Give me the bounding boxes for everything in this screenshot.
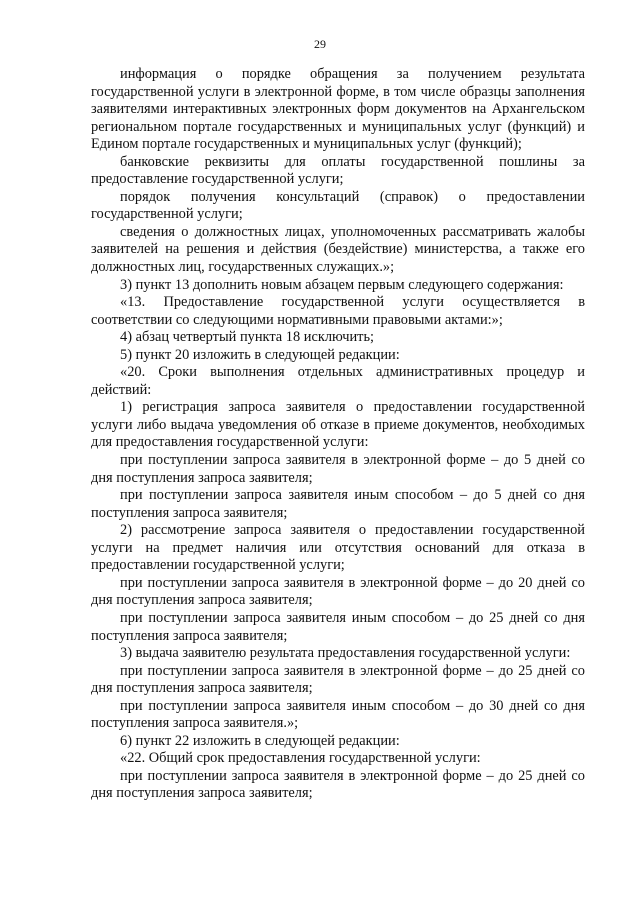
paragraph: банковские реквизиты для оплаты государственной пошлины за предоставление государственной услуги;	[91, 153, 585, 188]
paragraph: при поступлении запроса заявителя в электронной форме – до 25 дней со дня поступления запроса заявителя;	[91, 767, 585, 802]
paragraph: 1) регистрация запроса заявителя о предоставлении государственной услуги либо выдача уведомления об отказе в приеме документов, необходимых для предоставления государственной услуги:	[91, 399, 585, 451]
paragraph: при поступлении запроса заявителя в электронной форме – до 5 дней со дня поступления запроса заявителя;	[91, 452, 585, 486]
paragraph: 3) выдача заявителю результата предоставления государственной услуги:	[120, 645, 571, 662]
document-body	[91, 66, 585, 803]
paragraph: информация о порядке обращения за получением результата государственной услуги в электронной форме, в том числе образцы заполнения заявителями интерактивных электронных форм документов на Архангельском региональном портале государственных и муниципальных услуг (функций) и Едином портале государственных и муниципальных услуг (функций);	[91, 66, 585, 153]
paragraph: 3) пункт 13 дополнить новым абзацем первым следующего содержания:	[120, 276, 564, 293]
paragraph: 6) пункт 22 изложить в следующей редакции:	[120, 732, 400, 749]
paragraph: сведения о должностных лицах, уполномоченных рассматривать жалобы заявителей на решения и действия (бездействие) министерства, а также его должностных лиц, государственных служащих.»;	[91, 223, 585, 276]
paragraph: при поступлении запроса заявителя иным способом – до 30 дней со дня поступления запроса заявителя.»;	[91, 697, 585, 732]
paragraph: 5) пункт 20 изложить в следующей редакции:	[120, 346, 400, 363]
paragraph: при поступлении запроса заявителя в электронной форме – до 20 дней со дня поступления запроса заявителя;	[91, 574, 585, 609]
paragraph: при поступлении запроса заявителя иным способом – до 25 дней со дня поступления запроса заявителя;	[91, 609, 585, 644]
paragraph: «20. Сроки выполнения отдельных административных процедур и действий:	[91, 364, 585, 398]
page-number: 29	[314, 37, 326, 51]
paragraph: 2) рассмотрение запроса заявителя о предоставлении государственной услуги на предмет наличия или отсутствия оснований для отказа в предоставлении государственной услуги;	[91, 522, 585, 574]
paragraph: «13. Предоставление государственной услуги осуществляется в соответствии со следующими нормативными правовыми актами:»;	[91, 294, 585, 328]
paragraph: при поступлении запроса заявителя иным способом – до 5 дней со дня поступления запроса заявителя;	[91, 487, 585, 521]
paragraph: «22. Общий срок предоставления государственной услуги:	[120, 750, 481, 767]
paragraph: при поступлении запроса заявителя в электронной форме – до 25 дней со дня поступления запроса заявителя;	[91, 662, 585, 697]
paragraph: порядок получения консультаций (справок) о предоставлении государственной услуги;	[91, 188, 585, 223]
paragraph: 4) абзац четвертый пункта 18 исключить;	[120, 329, 375, 346]
